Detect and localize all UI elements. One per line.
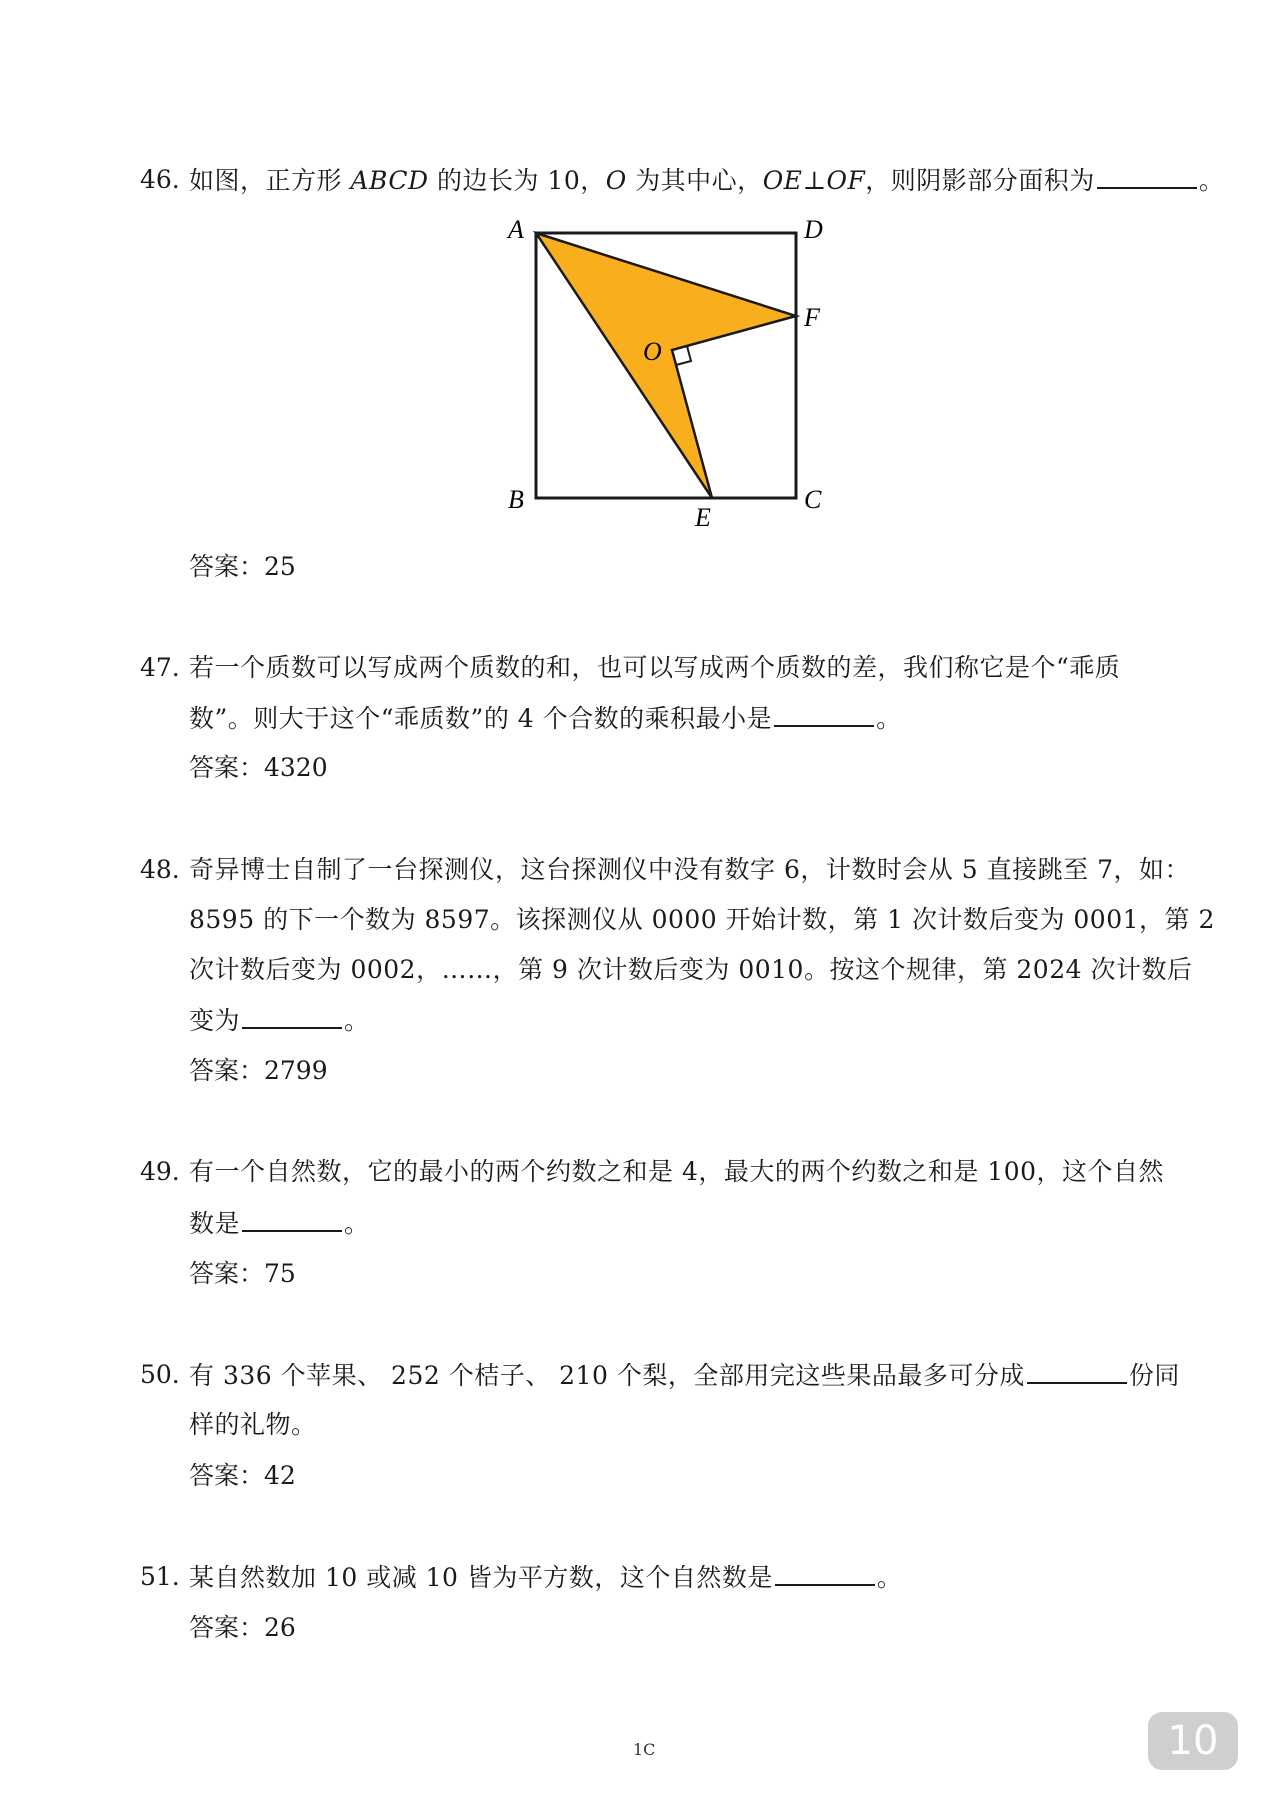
q48-line3: 次计数后变为 0002，……，第 9 次计数后变为 0010。按这个规律，第 2024 次计数后 [189, 955, 1193, 984]
q48-number: 48. [140, 855, 180, 884]
q51-answer: 答案：26 [189, 1613, 296, 1642]
q48-answer-blank [242, 1005, 342, 1029]
q50-answer-blank [1027, 1360, 1127, 1384]
q49-line2: 数是 。 [189, 1209, 370, 1238]
page-number-badge[interactable]: 10 [1148, 1712, 1238, 1770]
label-o: O [643, 337, 662, 366]
q48-line2: 8595 的下一个数为 8597。该探测仪从 0000 开始计数，第 1 次计数后变为 0001，第 2 [189, 905, 1215, 934]
q46-answer: 答案：25 [189, 552, 296, 581]
q47-answer-blank [774, 703, 874, 727]
q47-answer: 答案：4320 [189, 753, 328, 782]
label-d: D [804, 215, 823, 244]
q51-number: 51. [140, 1562, 180, 1591]
q49-line1: 有一个自然数，它的最小的两个约数之和是 4，最大的两个约数之和是 100，这个自然 [189, 1157, 1165, 1186]
shaded-region [536, 233, 796, 498]
q49-answer: 答案：75 [189, 1259, 296, 1288]
q47-line1: 若一个质数可以写成两个质数的和，也可以写成两个质数的差，我们称它是个“乖质 [189, 653, 1121, 682]
q51-line1: 某自然数加 10 或减 10 皆为平方数，这个自然数是 。 [189, 1563, 903, 1592]
q47-number: 47. [140, 653, 180, 682]
label-f: F [804, 303, 820, 332]
label-e: E [695, 503, 711, 532]
q48-line4: 变为 。 [189, 1006, 370, 1035]
q46-square-figure [496, 208, 856, 538]
q46-number: 46. [140, 165, 180, 194]
label-a: A [508, 215, 524, 244]
q47-line2: 数”。则大于这个“乖质数”的 4 个合数的乘积最小是 。 [189, 704, 902, 733]
q50-answer: 答案：42 [189, 1461, 296, 1490]
footer-page-label: 1C [633, 1740, 656, 1759]
q49-answer-blank [242, 1208, 342, 1232]
q50-number: 50. [140, 1360, 180, 1389]
q50-line2: 样的礼物。 [189, 1410, 317, 1439]
q46-answer-blank [1097, 165, 1197, 189]
q49-number: 49. [140, 1157, 180, 1186]
label-c: C [804, 485, 822, 514]
q50-line1: 有 336 个苹果、 252 个桔子、 210 个梨，全部用完这些果品最多可分成 份同 [189, 1361, 1180, 1390]
label-b: B [508, 485, 524, 514]
q51-answer-blank [775, 1562, 875, 1586]
q48-answer: 答案：2799 [189, 1056, 328, 1085]
q46-text: 如图，正方形 ABCD 的边长为 10，O 为其中心，OE⊥OF，则阴影部分面积为 。 [189, 166, 1225, 195]
q48-line1: 奇异博士自制了一台探测仪，这台探测仪中没有数字 6，计数时会从 5 直接跳至 7，如： [189, 855, 1191, 884]
